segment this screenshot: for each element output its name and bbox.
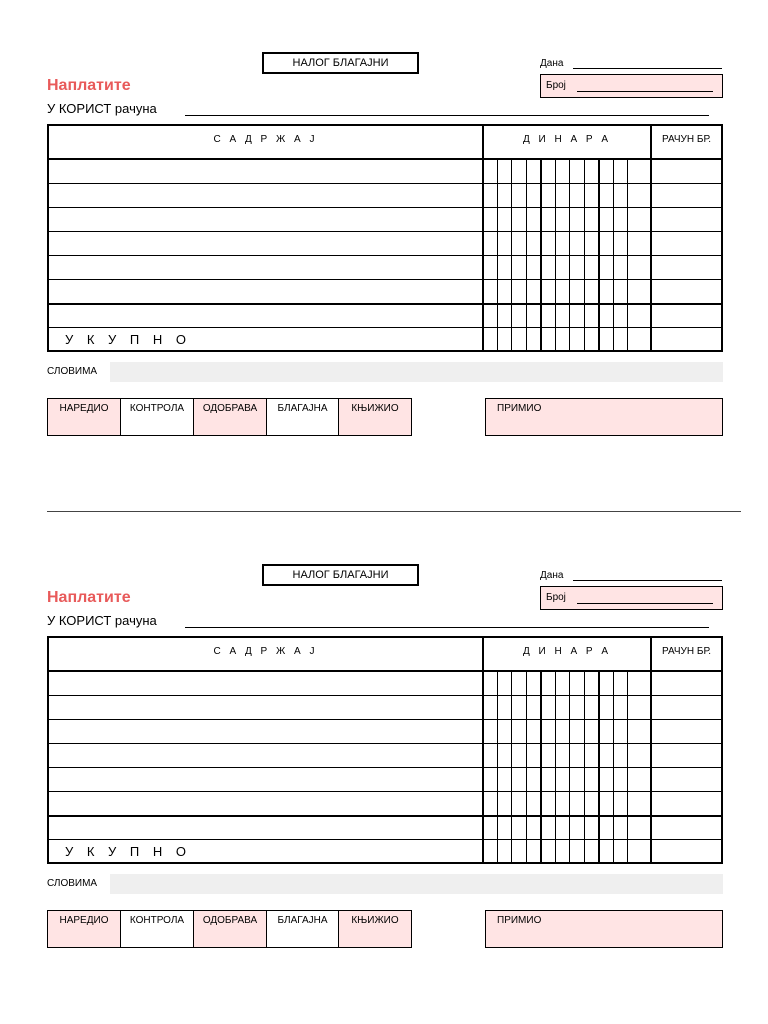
- number-label: Број: [546, 80, 566, 91]
- column-divider: [650, 126, 652, 350]
- row-divider: [49, 207, 721, 208]
- row-divider: [49, 279, 721, 280]
- row-divider: [49, 815, 721, 817]
- date-label: Дана: [540, 570, 564, 581]
- column-header-dinars: Д И Н А Р А: [522, 646, 612, 657]
- items-table: [47, 636, 723, 864]
- digit-divider: [584, 672, 585, 862]
- signature-control[interactable]: [120, 910, 194, 948]
- row-divider: [49, 791, 721, 792]
- signature-label: НАРЕДИО: [59, 915, 109, 926]
- signature-label: ОДОБРАВА: [202, 403, 258, 414]
- benefit-label: У КОРИСТ рачуна: [47, 101, 157, 116]
- digit-divider: [497, 160, 498, 350]
- digit-divider: [540, 672, 542, 862]
- cash-order-form: [0, 0, 768, 420]
- digit-divider: [511, 672, 512, 862]
- number-field[interactable]: [577, 603, 713, 604]
- row-divider: [49, 303, 721, 305]
- column-header-content: С А Д Р Ж А Ј: [213, 646, 318, 657]
- cash-order-form: [0, 512, 768, 932]
- signature-cashier[interactable]: [266, 910, 339, 948]
- column-header-dinars: Д И Н А Р А: [522, 134, 612, 145]
- signature-label: БЛАГАЈНА: [277, 403, 328, 414]
- row-divider: [49, 255, 721, 256]
- signature-approves[interactable]: [193, 398, 267, 436]
- digit-divider: [526, 160, 527, 350]
- row-divider: [49, 231, 721, 232]
- signature-label: БЛАГАЈНА: [277, 915, 328, 926]
- pay-title: Наплатите: [47, 77, 131, 94]
- order-title: НАЛОГ БЛАГАЈНИ: [262, 564, 419, 586]
- signature-label: ОДОБРАВА: [202, 915, 258, 926]
- digit-divider: [627, 672, 628, 862]
- items-table: [47, 124, 723, 352]
- total-label: У К У П Н О: [65, 332, 191, 347]
- signature-control[interactable]: [120, 398, 194, 436]
- signature-booked[interactable]: [338, 398, 412, 436]
- digit-divider: [497, 672, 498, 862]
- row-divider: [49, 767, 721, 768]
- signature-label: КОНТРОЛА: [129, 915, 185, 926]
- digit-divider: [598, 672, 600, 862]
- signature-label: КЊИЖИО: [351, 403, 399, 414]
- column-header-account-no: РАЧУН БР.: [661, 646, 712, 657]
- signature-ordered[interactable]: [47, 398, 121, 436]
- signature-ordered[interactable]: [47, 910, 121, 948]
- digit-divider: [569, 672, 570, 862]
- received-label: ПРИМИО: [497, 915, 542, 926]
- digit-divider: [555, 160, 556, 350]
- row-divider: [49, 183, 721, 184]
- digit-divider: [540, 160, 542, 350]
- received-label: ПРИМИО: [497, 403, 542, 414]
- row-divider: [49, 743, 721, 744]
- received-box[interactable]: [485, 398, 723, 436]
- signature-booked[interactable]: [338, 910, 412, 948]
- header-divider: [49, 670, 721, 672]
- row-divider: [49, 327, 721, 328]
- column-divider: [482, 126, 484, 350]
- column-header-content: С А Д Р Ж А Ј: [213, 134, 318, 145]
- signature-label: КОНТРОЛА: [129, 403, 185, 414]
- signature-approves[interactable]: [193, 910, 267, 948]
- number-box[interactable]: [540, 586, 723, 610]
- digit-divider: [584, 160, 585, 350]
- number-box[interactable]: [540, 74, 723, 98]
- header-divider: [49, 158, 721, 160]
- benefit-account-field[interactable]: [185, 115, 709, 116]
- cut-line: [47, 511, 741, 512]
- digit-divider: [511, 160, 512, 350]
- column-divider: [650, 638, 652, 862]
- row-divider: [49, 695, 721, 696]
- in-words-field[interactable]: [110, 362, 723, 382]
- row-divider: [49, 719, 721, 720]
- digit-divider: [613, 672, 614, 862]
- column-divider: [482, 638, 484, 862]
- in-words-field[interactable]: [110, 874, 723, 894]
- row-divider: [49, 839, 721, 840]
- number-label: Број: [546, 592, 566, 603]
- digit-divider: [569, 160, 570, 350]
- date-field[interactable]: [573, 68, 722, 69]
- pay-title: Наплатите: [47, 589, 131, 606]
- digit-divider: [555, 672, 556, 862]
- date-field[interactable]: [573, 580, 722, 581]
- number-field[interactable]: [577, 91, 713, 92]
- in-words-label: СЛОВИМА: [47, 366, 98, 377]
- date-label: Дана: [540, 58, 564, 69]
- digit-divider: [526, 672, 527, 862]
- benefit-label: У КОРИСТ рачуна: [47, 613, 157, 628]
- signature-label: КЊИЖИО: [351, 915, 399, 926]
- signature-cashier[interactable]: [266, 398, 339, 436]
- digit-divider: [598, 160, 600, 350]
- total-label: У К У П Н О: [65, 844, 191, 859]
- in-words-label: СЛОВИМА: [47, 878, 98, 889]
- digit-divider: [613, 160, 614, 350]
- benefit-account-field[interactable]: [185, 627, 709, 628]
- order-title: НАЛОГ БЛАГАЈНИ: [262, 52, 419, 74]
- signature-label: НАРЕДИО: [59, 403, 109, 414]
- received-box[interactable]: [485, 910, 723, 948]
- digit-divider: [627, 160, 628, 350]
- column-header-account-no: РАЧУН БР.: [661, 134, 712, 145]
